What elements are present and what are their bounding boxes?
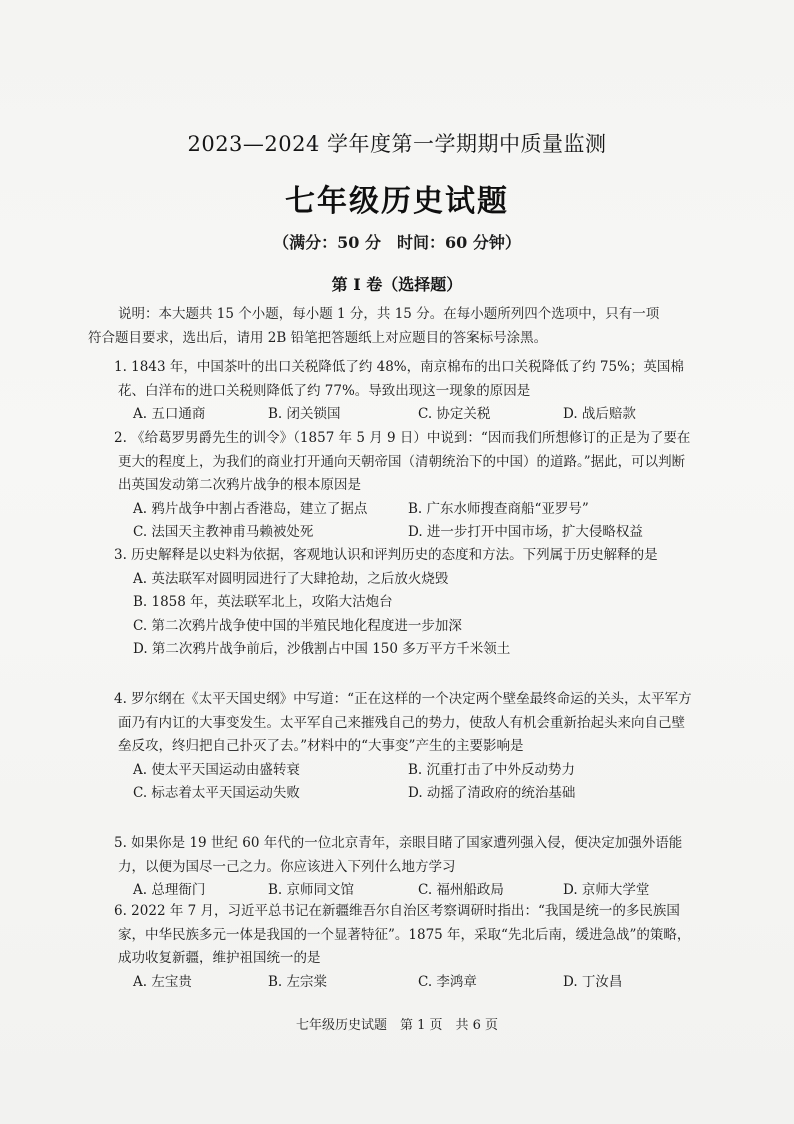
option-d: D. 动摇了清政府的统治基础 [408, 785, 576, 801]
subject-title: 七年级历史试题 [285, 184, 509, 219]
question-stem: 6. 2022 年 7 月，习近平总书记在新疆维吾尔自治区考察调研时指出：“我国是统一的多民族国家，中华民族多元一体是我国的一个显著特征”。1875 年，采取“先北后南，缓进急战”的策略，成功收复新疆，维护祖国统一的是 [114, 903, 691, 966]
exam-meta: （满分：50 分 时间：60 分钟） [273, 233, 521, 252]
option-b: B. 闭关锁国 [268, 406, 341, 422]
option-row [118, 879, 698, 903]
option-a: A. 总理衙门 [133, 882, 206, 898]
option-a: A. 使太平天国运动由盛转衰 [133, 761, 300, 778]
question-stem: 3. 历史解释是以史料为依据，客观地认识和评判历史的态度和方法。下列属于历史解释的是 [114, 547, 658, 563]
question-stem: 4. 罗尔纲在《太平天国史纲》中写道：“正在这样的一个决定两个壁垒最终命运的关头，太平军方面乃有内讧的大事变发生。太平军自己来摧残自己的势力，使敌人有机会重新抬起头来向自己壁垒反攻，终归把自己扑灭了去。”材料中的“大事变”产生的主要影响是 [114, 691, 692, 754]
option-a: A. 英法联军对圆明园进行了大肆抢劫，之后放火烧毁 [133, 570, 449, 587]
question-4 [114, 688, 698, 806]
option-d: D. 京师大学堂 [563, 882, 650, 898]
option-b: B. 沉重打击了中外反动势力 [408, 761, 576, 778]
option-row [118, 971, 698, 995]
section-title: 第 I 卷（选择题） [331, 275, 463, 294]
page-footer: 七年级历史试题 第 1 页 共 6 页 [295, 1018, 499, 1033]
question-stem: 2. 《给葛罗男爵先生的训令》（1857 年 5 月 9 日）中说到：“因而我们所想修订的正是为了要在更大的程度上，为我们的商业打开通向天朝帝国（清朝统治下的中国）的道路。”据此，可以判断出英国发动第二次鸦片战争的根本原因是 [114, 430, 691, 493]
option-b: B. 广东水师搜查商船“亚罗号” [408, 500, 589, 517]
option-d: D. 丁汝昌 [563, 973, 623, 990]
option-c: C. 协定关税 [418, 406, 491, 422]
option-b: B. 左宗棠 [268, 973, 328, 990]
question-2 [114, 427, 698, 545]
option-a: A. 五口通商 [133, 406, 206, 422]
option-c: C. 李鸿章 [418, 973, 477, 990]
option-c: C. 法国天主教神甫马赖被处死 [133, 524, 314, 540]
option-row [118, 403, 698, 427]
option-b: B. 京师同文馆 [268, 882, 355, 898]
instructions: 说明：本大题共 15 个小题，每小题 1 分，共 15 分。在每小题所列四个选项中，只有一项符合题目要求，选出后，请用 2B 铅笔把答题纸上对应题目的答案标号涂黑。 [88, 306, 660, 346]
option-a: A. 左宝贵 [133, 973, 192, 990]
option-d: D. 进一步打开中国市场，扩大侵略权益 [408, 524, 643, 540]
option-d: D. 第二次鸦片战争前后，沙俄割占中国 150 多万平方千米领土 [133, 641, 511, 657]
option-b: B. 1858 年，英法联军北上，攻陷大沽炮台 [133, 594, 393, 610]
option-d: D. 战后赔款 [563, 406, 636, 422]
option-c: C. 标志着太平天国运动失败 [133, 785, 300, 801]
question-3 [114, 544, 698, 662]
option-row [118, 759, 698, 783]
question-6 [114, 900, 698, 994]
question-1 [114, 356, 698, 427]
exam-title: 2023—2024 学年度第一学期期中质量监测 [187, 132, 607, 156]
question-5 [114, 832, 698, 903]
option-c: C. 福州船政局 [418, 882, 504, 898]
option-row [118, 521, 698, 545]
option-row [118, 498, 698, 522]
option-a: A. 鸦片战争中割占香港岛，建立了据点 [133, 500, 368, 517]
option-c: C. 第二次鸦片战争使中国的半殖民地化程度进一步加深 [133, 617, 462, 634]
question-stem: 5. 如果你是 19 世纪 60 年代的一位北京青年，亲眼目睹了国家遭列强入侵，便决定加强外语能力，以便为国尽一己之力。你应该进入下列什么地方学习 [114, 835, 683, 875]
question-stem: 1. 1843 年，中国茶叶的出口关税降低了约 48%，南京棉布的出口关税降低了约 75%；英国棉花、白洋布的进口关税则降低了约 77%。导致出现这一现象的原因是 [114, 359, 684, 399]
option-row [118, 782, 698, 806]
